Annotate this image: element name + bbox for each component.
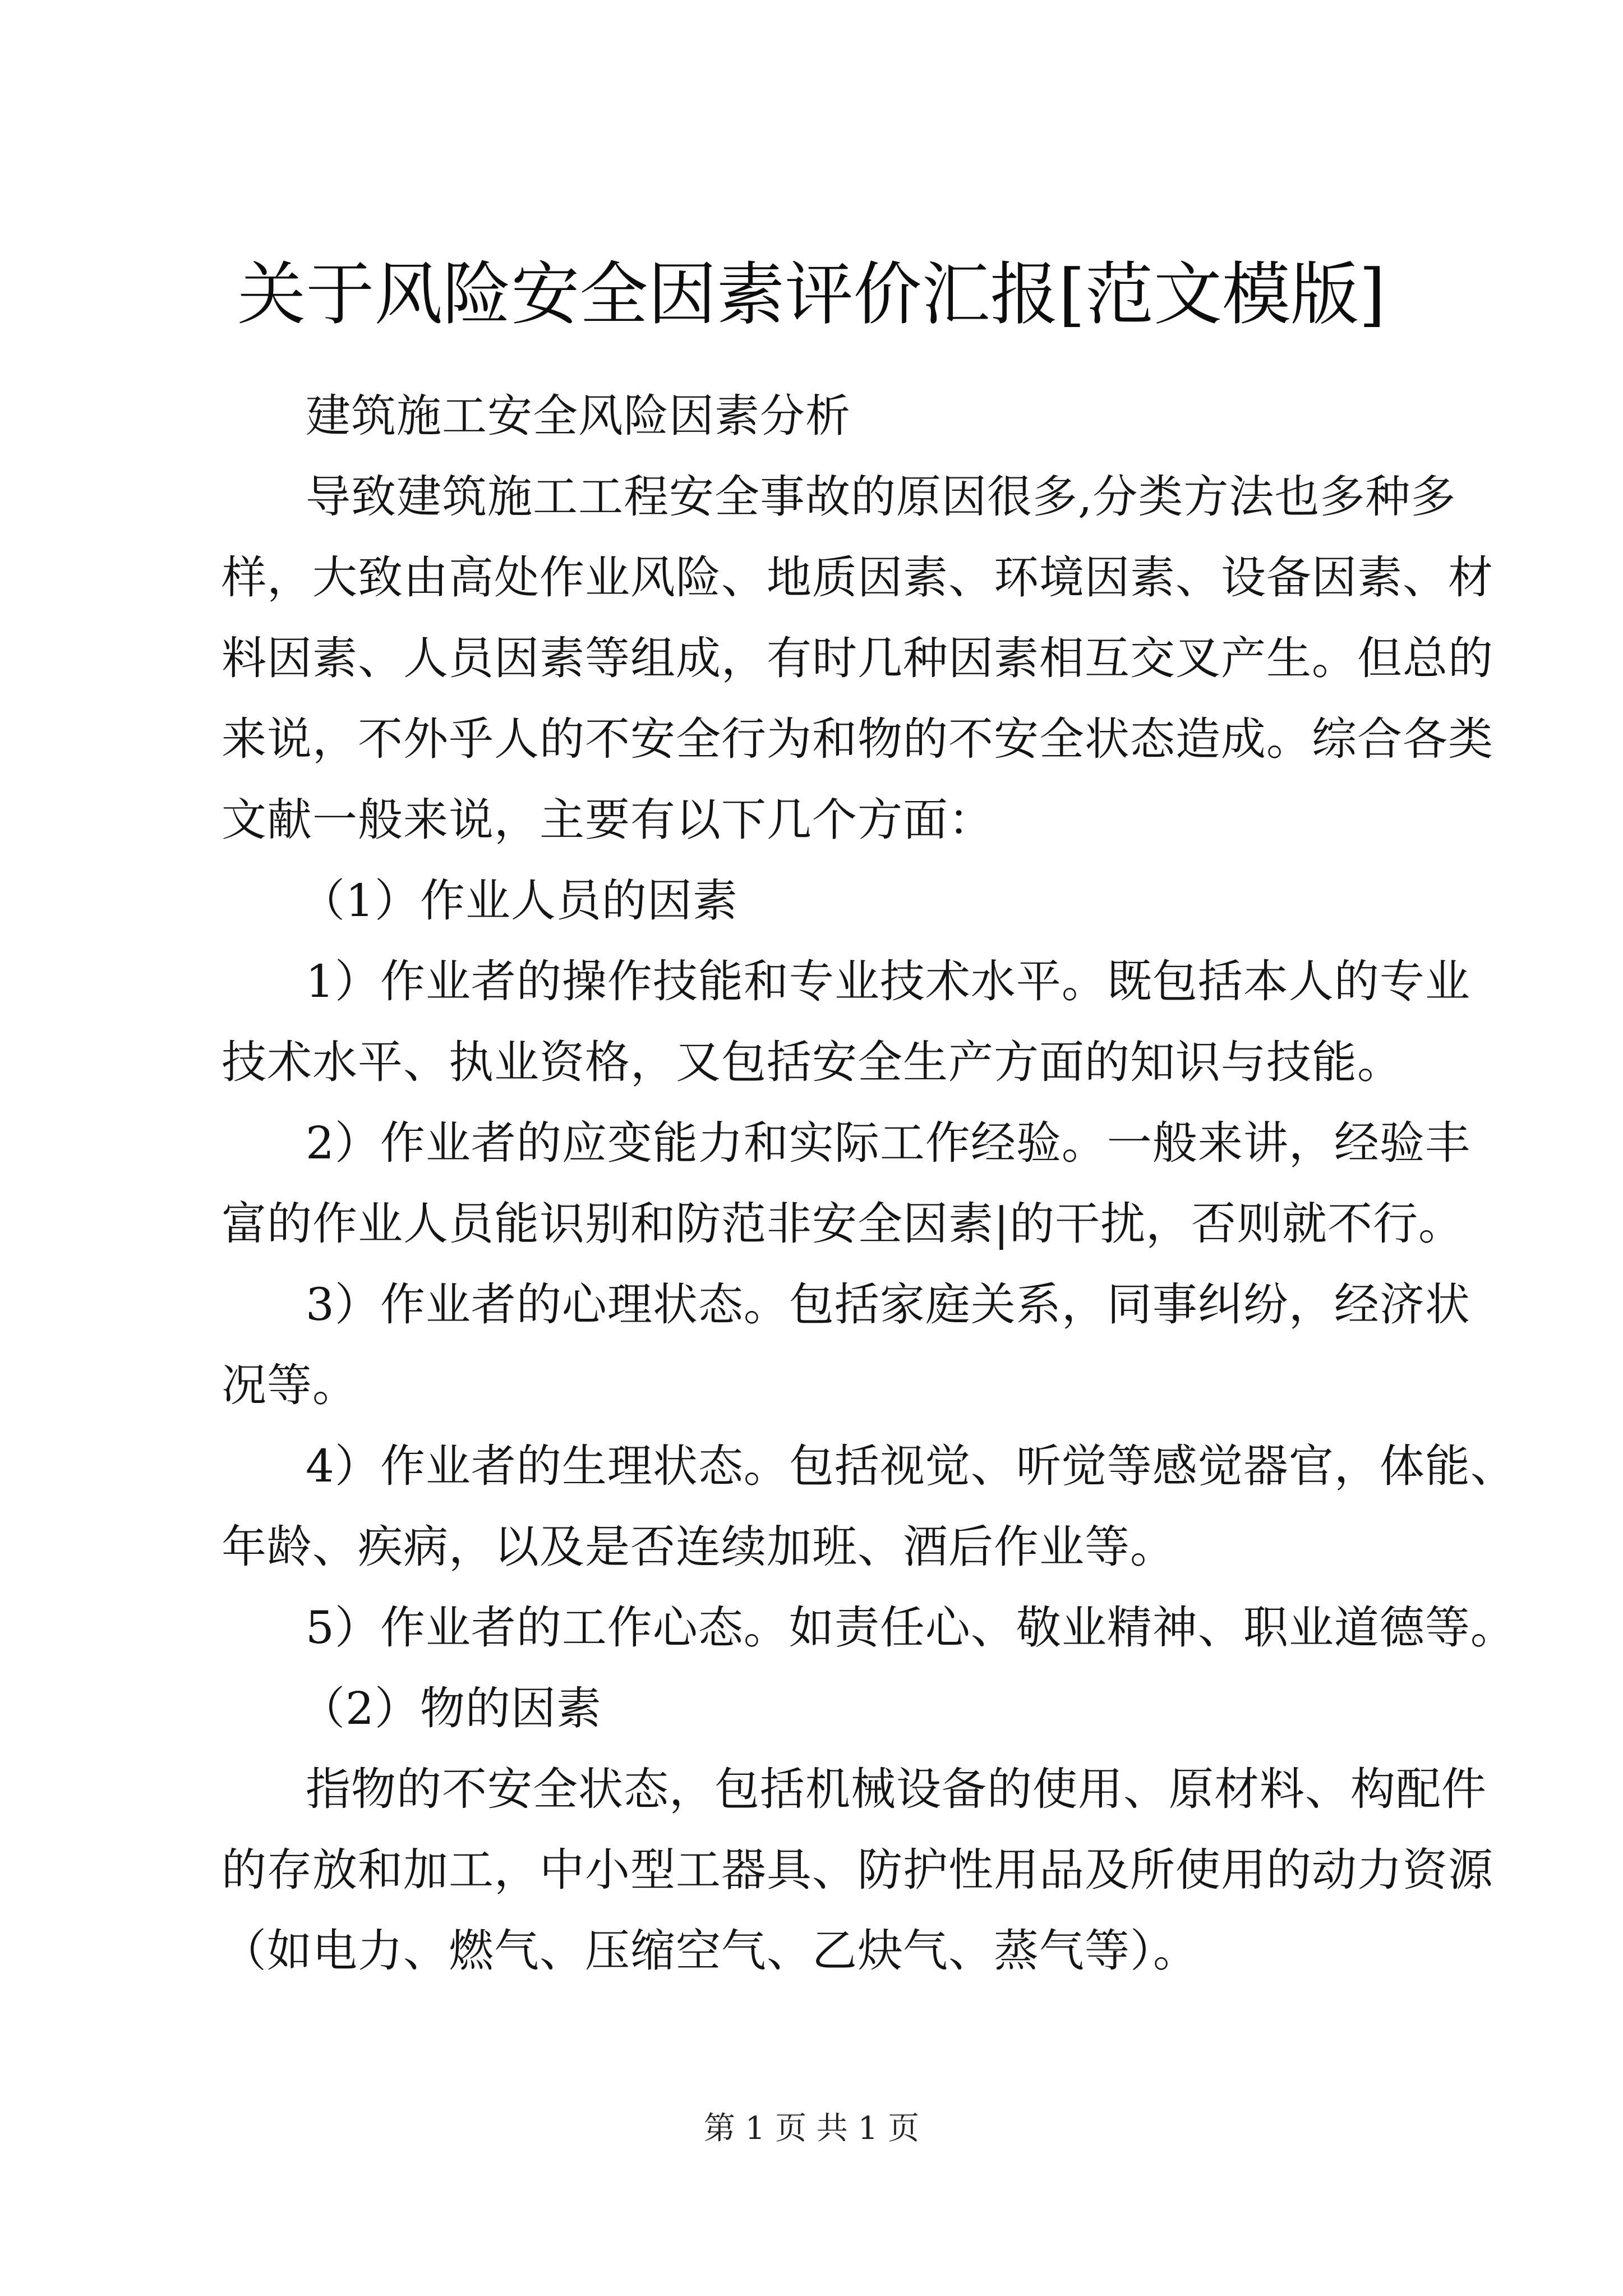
section-heading: 建筑施工安全风险因素分析 — [306, 390, 851, 442]
paragraph-line: 富的作业人员能识别和防范非安全因素|的干扰，否则就不行。 — [222, 1198, 1464, 1250]
paragraph-line: 料因素、人员因素等组成，有时几种因素相互交叉产生。但总的 — [222, 632, 1493, 684]
paragraph-line: 4）作业者的生理状态。包括视觉、听觉等感觉器官，体能、 — [306, 1440, 1516, 1492]
paragraph-line: （如电力、燃气、压缩空气、乙炔气、蒸气等）。 — [222, 1925, 1198, 1977]
page-footer: 第 1 页 共 1 页 — [703, 2110, 920, 2147]
paragraph-line: 年龄、疾病，以及是否连续加班、酒后作业等。 — [222, 1521, 1175, 1573]
paragraph-line: 技术水平、执业资格，又包括安全生产方面的知识与技能。 — [222, 1036, 1403, 1088]
paragraph-line: 5）作业者的工作心态。如责任心、敬业精神、职业道德等。 — [306, 1602, 1516, 1654]
paragraph-line: 况等。 — [222, 1359, 358, 1411]
paragraph-line: 样，大致由高处作业风险、地质因素、环境因素、设备因素、材 — [222, 551, 1493, 604]
paragraph-line: 2）作业者的应变能力和实际工作经验。一般来讲，经验丰 — [306, 1117, 1470, 1169]
subsection-heading: （2）物的因素 — [300, 1682, 602, 1734]
paragraph-line: 指物的不安全状态，包括机械设备的使用、原材料、构配件 — [306, 1763, 1487, 1815]
document-body — [222, 376, 1516, 1991]
paragraph-line: 的存放和加工，中小型工器具、防护性用品及所使用的动力资源 — [222, 1844, 1493, 1896]
subsection-heading: （1）作业人员的因素 — [300, 875, 738, 927]
paragraph-line: 来说，不外乎人的不安全行为和物的不安全状态造成。综合各类 — [222, 713, 1493, 765]
paragraph-line: 导致建筑施工工程安全事故的原因很多,分类方法也多种多 — [306, 471, 1456, 523]
paragraph-line: 1）作业者的操作技能和专业技术水平。既包括本人的专业 — [306, 955, 1470, 1007]
document-title: 关于风险安全因素评价汇报[范文模版] — [237, 255, 1386, 334]
paragraph-line: 文献一般来说，主要有以下几个方面： — [222, 794, 994, 846]
paragraph-line: 3）作业者的心理状态。包括家庭关系，同事纠纷，经济状 — [306, 1278, 1470, 1331]
